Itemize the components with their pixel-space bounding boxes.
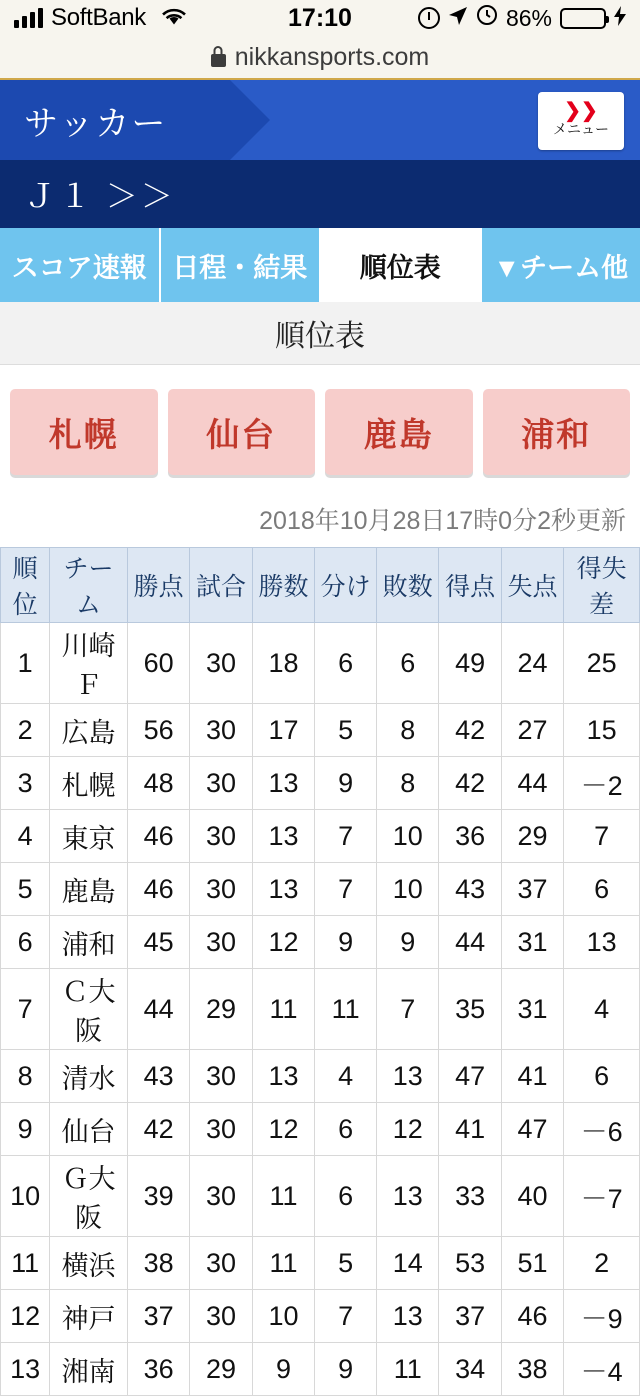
- tab-teams-other[interactable]: [482, 228, 640, 302]
- cell-games: 30: [190, 1103, 252, 1156]
- cell-draws: 5: [315, 704, 377, 757]
- cell-team: 神戸: [50, 1290, 128, 1343]
- cell-team: Ｇ大阪: [50, 1156, 128, 1237]
- column-header-points: 勝点: [127, 548, 189, 623]
- tab-score-live[interactable]: [0, 228, 161, 302]
- cell-games: 29: [190, 1343, 252, 1396]
- cell-games: 30: [190, 863, 252, 916]
- cell-team: 清水: [50, 1050, 128, 1103]
- category-title: サッカー: [24, 96, 167, 145]
- cell-rank: 4: [1, 810, 50, 863]
- battery-percent-label: 86%: [506, 5, 552, 32]
- cell-team: 仙台: [50, 1103, 128, 1156]
- cell-goals-for: 36: [439, 810, 501, 863]
- cell-goals-against: 27: [501, 704, 563, 757]
- cell-games: 30: [190, 1290, 252, 1343]
- lightning-bolt-icon: [614, 5, 626, 32]
- cell-goal-diff: 6: [564, 863, 640, 916]
- cell-team: 広島: [50, 704, 128, 757]
- cell-losses: 13: [377, 1156, 439, 1237]
- cell-losses: 14: [377, 1237, 439, 1290]
- cell-losses: 11: [377, 1343, 439, 1396]
- clock-label: 17:10: [0, 4, 640, 33]
- cell-points: 45: [127, 916, 189, 969]
- cell-goals-for: 47: [439, 1050, 501, 1103]
- cell-games: 30: [190, 916, 252, 969]
- tab-schedule-results[interactable]: [161, 228, 322, 302]
- cell-games: 30: [190, 757, 252, 810]
- cell-draws: 6: [315, 623, 377, 704]
- cell-team: Ｃ大阪: [50, 969, 128, 1050]
- column-header-goals-against: 失点: [501, 548, 563, 623]
- cell-rank: 9: [1, 1103, 50, 1156]
- cell-goal-diff: 25: [564, 623, 640, 704]
- cell-wins: 10: [252, 1290, 314, 1343]
- cell-team: 浦和: [50, 916, 128, 969]
- league-bar[interactable]: [0, 160, 640, 228]
- cell-team: 湘南: [50, 1343, 128, 1396]
- cell-games: 30: [190, 623, 252, 704]
- table-row[interactable]: [1, 704, 640, 757]
- cell-wins: 13: [252, 810, 314, 863]
- cell-points: 48: [127, 757, 189, 810]
- cell-rank: 3: [1, 757, 50, 810]
- cell-losses: 13: [377, 1290, 439, 1343]
- cell-wins: 12: [252, 916, 314, 969]
- team-chip-row: [0, 365, 640, 501]
- table-row[interactable]: [1, 810, 640, 863]
- tab-label: スコア速報: [12, 246, 147, 285]
- table-row[interactable]: [1, 863, 640, 916]
- cell-losses: 10: [377, 863, 439, 916]
- tab-label: 日程・結果: [172, 246, 307, 285]
- table-row[interactable]: [1, 916, 640, 969]
- update-timestamp: 2018年10月28日17時0分2秒更新: [0, 501, 640, 547]
- team-chip-kashima[interactable]: [325, 389, 473, 475]
- cell-games: 30: [190, 704, 252, 757]
- cell-points: 38: [127, 1237, 189, 1290]
- standings-table: [0, 547, 640, 1396]
- cell-goals-against: 31: [501, 969, 563, 1050]
- cell-losses: 8: [377, 757, 439, 810]
- cell-rank: 8: [1, 1050, 50, 1103]
- table-row[interactable]: [1, 1156, 640, 1237]
- cell-games: 30: [190, 1237, 252, 1290]
- table-row[interactable]: [1, 1237, 640, 1290]
- table-row[interactable]: [1, 1050, 640, 1103]
- rotation-lock-icon: [418, 7, 440, 29]
- wifi-icon: [160, 4, 188, 33]
- cell-wins: 11: [252, 969, 314, 1050]
- cell-wins: 13: [252, 863, 314, 916]
- cell-games: 30: [190, 1156, 252, 1237]
- standings-table-body: [1, 623, 640, 1396]
- cell-goals-for: 42: [439, 704, 501, 757]
- chevron-double-down-icon: ❯❯: [564, 104, 598, 118]
- cell-goals-against: 37: [501, 863, 563, 916]
- table-row[interactable]: [1, 757, 640, 810]
- status-bar-left: [14, 4, 188, 33]
- table-row[interactable]: [1, 1343, 640, 1396]
- cell-team: 川崎Ｆ: [50, 623, 128, 704]
- cell-rank: 11: [1, 1237, 50, 1290]
- cell-goals-against: 51: [501, 1237, 563, 1290]
- cell-losses: 13: [377, 1050, 439, 1103]
- cell-wins: 13: [252, 757, 314, 810]
- cell-goals-against: 46: [501, 1290, 563, 1343]
- column-header-goals-for: 得点: [439, 548, 501, 623]
- cell-goal-diff: 13: [564, 916, 640, 969]
- cell-wins: 11: [252, 1156, 314, 1237]
- cell-rank: 1: [1, 623, 50, 704]
- status-bar: [0, 0, 640, 36]
- cell-goal-diff: 15: [564, 704, 640, 757]
- cell-goal-diff: 4: [564, 969, 640, 1050]
- cell-rank: 2: [1, 704, 50, 757]
- table-row[interactable]: [1, 1103, 640, 1156]
- cell-games: 30: [190, 1050, 252, 1103]
- location-arrow-icon: [448, 5, 468, 32]
- cell-draws: 6: [315, 1103, 377, 1156]
- cell-draws: 11: [315, 969, 377, 1050]
- menu-button[interactable]: [538, 92, 624, 150]
- cell-points: 37: [127, 1290, 189, 1343]
- league-label: Ｊ１ ＞＞: [24, 171, 176, 217]
- cell-points: 39: [127, 1156, 189, 1237]
- carrier-label: SoftBank: [51, 4, 146, 32]
- page-title-text: 順位表: [275, 311, 365, 355]
- column-header-goal-diff: 得失差: [564, 548, 640, 623]
- cell-losses: 12: [377, 1103, 439, 1156]
- team-chip-urawa[interactable]: [483, 389, 631, 475]
- cell-team: 札幌: [50, 757, 128, 810]
- column-header-games: 試合: [190, 548, 252, 623]
- cell-rank: 13: [1, 1343, 50, 1396]
- tab-bar: [0, 228, 640, 302]
- team-chip-label: 鹿島: [364, 409, 434, 456]
- cell-goals-for: 41: [439, 1103, 501, 1156]
- cell-losses: 7: [377, 969, 439, 1050]
- cell-draws: 7: [315, 863, 377, 916]
- cell-losses: 10: [377, 810, 439, 863]
- cell-losses: 9: [377, 916, 439, 969]
- column-header-wins: 勝数: [252, 548, 314, 623]
- cell-goals-against: 29: [501, 810, 563, 863]
- category-banner[interactable]: [0, 80, 230, 160]
- menu-button-label: メニュー: [553, 119, 609, 139]
- cell-wins: 12: [252, 1103, 314, 1156]
- page-header: [0, 80, 640, 160]
- page-title: [0, 302, 640, 365]
- cell-draws: 9: [315, 916, 377, 969]
- cell-wins: 17: [252, 704, 314, 757]
- cell-losses: 6: [377, 623, 439, 704]
- cell-rank: 5: [1, 863, 50, 916]
- cell-games: 30: [190, 810, 252, 863]
- cell-goals-for: 37: [439, 1290, 501, 1343]
- cell-rank: 12: [1, 1290, 50, 1343]
- cell-team: 鹿島: [50, 863, 128, 916]
- cell-goals-against: 41: [501, 1050, 563, 1103]
- cell-draws: 9: [315, 1343, 377, 1396]
- column-header-rank: 順位: [1, 548, 50, 623]
- cell-draws: 4: [315, 1050, 377, 1103]
- cell-goal-diff: －6: [564, 1103, 640, 1156]
- cell-goal-diff: 2: [564, 1237, 640, 1290]
- cell-goals-against: 24: [501, 623, 563, 704]
- table-row[interactable]: [1, 969, 640, 1050]
- cell-goals-against: 40: [501, 1156, 563, 1237]
- tab-standings[interactable]: [321, 228, 482, 302]
- team-chip-sapporo[interactable]: [10, 389, 158, 475]
- cell-goal-diff: －2: [564, 757, 640, 810]
- status-bar-right: [418, 4, 626, 32]
- team-chip-sendai[interactable]: [168, 389, 316, 475]
- tab-label: 順位表: [360, 246, 441, 285]
- cell-goal-diff: －4: [564, 1343, 640, 1396]
- cell-wins: 13: [252, 1050, 314, 1103]
- cell-points: 42: [127, 1103, 189, 1156]
- signal-strength-icon: [14, 8, 43, 28]
- cell-goals-against: 31: [501, 916, 563, 969]
- team-chip-label: 札幌: [49, 409, 119, 456]
- browser-url-bar[interactable]: [0, 36, 640, 80]
- cell-draws: 6: [315, 1156, 377, 1237]
- padlock-icon: [211, 54, 226, 67]
- cell-rank: 6: [1, 916, 50, 969]
- cell-points: 46: [127, 863, 189, 916]
- cell-goals-for: 33: [439, 1156, 501, 1237]
- cell-points: 46: [127, 810, 189, 863]
- column-header-team: チーム: [50, 548, 128, 623]
- cell-draws: 7: [315, 1290, 377, 1343]
- cell-points: 56: [127, 704, 189, 757]
- battery-icon: [560, 8, 606, 29]
- table-row[interactable]: [1, 1290, 640, 1343]
- column-header-draws: 分け: [315, 548, 377, 623]
- cell-points: 43: [127, 1050, 189, 1103]
- cell-points: 44: [127, 969, 189, 1050]
- cell-games: 29: [190, 969, 252, 1050]
- cell-losses: 8: [377, 704, 439, 757]
- table-header-row: [1, 548, 640, 623]
- team-chip-label: 仙台: [206, 409, 276, 456]
- cell-goal-diff: 6: [564, 1050, 640, 1103]
- cell-goals-against: 44: [501, 757, 563, 810]
- cell-team: 横浜: [50, 1237, 128, 1290]
- cell-goals-for: 49: [439, 623, 501, 704]
- alarm-clock-icon: [476, 4, 498, 32]
- cell-wins: 18: [252, 623, 314, 704]
- cell-goals-for: 35: [439, 969, 501, 1050]
- cell-points: 60: [127, 623, 189, 704]
- cell-goal-diff: －7: [564, 1156, 640, 1237]
- cell-team: 東京: [50, 810, 128, 863]
- team-chip-label: 浦和: [521, 409, 591, 456]
- cell-goal-diff: 7: [564, 810, 640, 863]
- cell-goals-for: 53: [439, 1237, 501, 1290]
- url-text: nikkansports.com: [235, 43, 430, 72]
- cell-wins: 9: [252, 1343, 314, 1396]
- cell-goals-against: 47: [501, 1103, 563, 1156]
- tab-label: ▼チーム他: [493, 246, 628, 285]
- cell-rank: 7: [1, 969, 50, 1050]
- cell-draws: 5: [315, 1237, 377, 1290]
- cell-goal-diff: －9: [564, 1290, 640, 1343]
- cell-draws: 9: [315, 757, 377, 810]
- cell-wins: 11: [252, 1237, 314, 1290]
- cell-goals-against: 38: [501, 1343, 563, 1396]
- column-header-losses: 敗数: [377, 548, 439, 623]
- cell-draws: 7: [315, 810, 377, 863]
- cell-rank: 10: [1, 1156, 50, 1237]
- cell-goals-for: 34: [439, 1343, 501, 1396]
- cell-goals-for: 43: [439, 863, 501, 916]
- cell-goals-for: 44: [439, 916, 501, 969]
- table-row[interactable]: [1, 623, 640, 704]
- cell-goals-for: 42: [439, 757, 501, 810]
- cell-points: 36: [127, 1343, 189, 1396]
